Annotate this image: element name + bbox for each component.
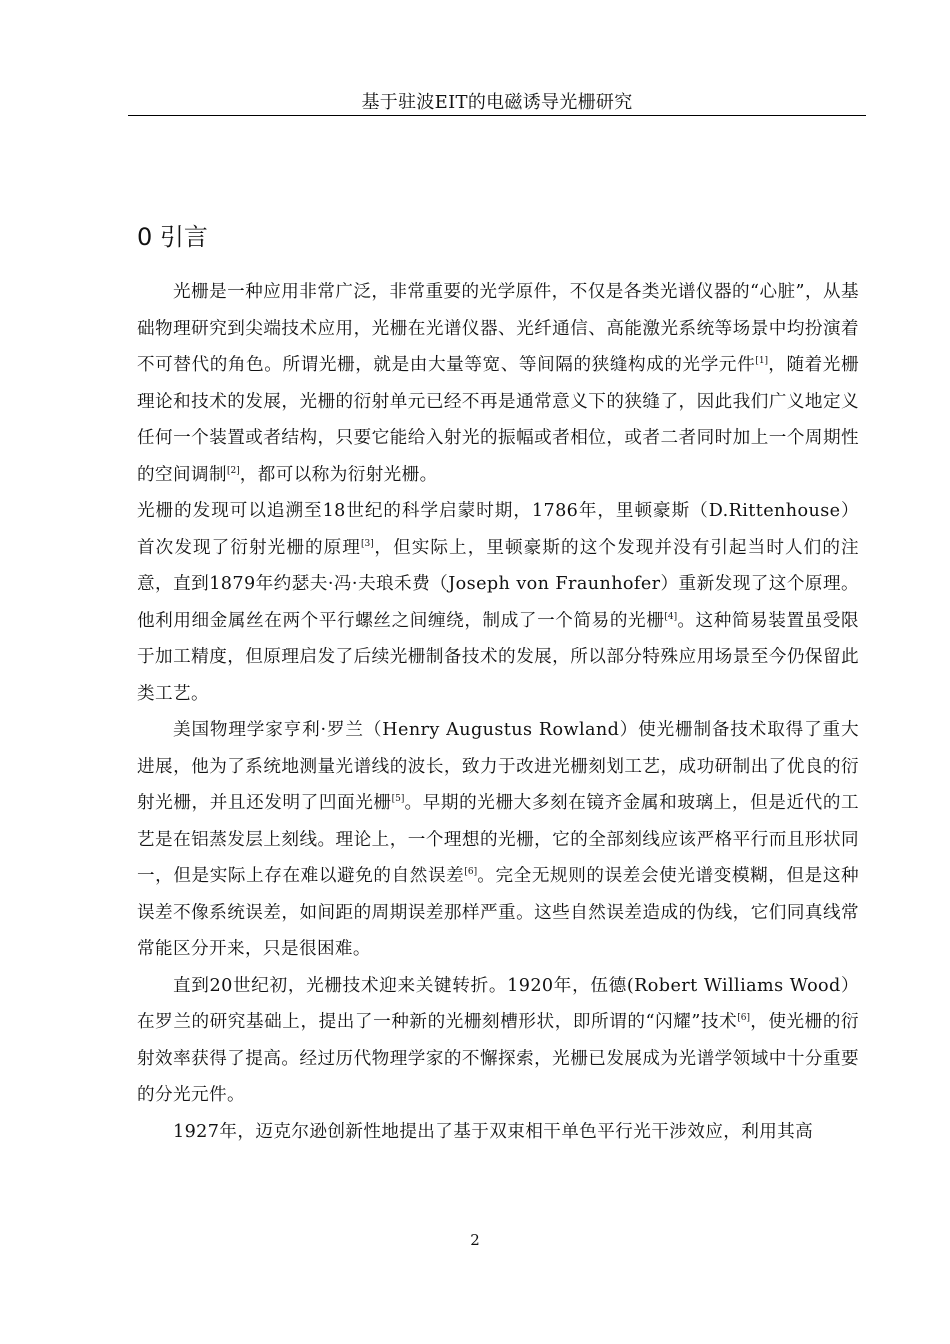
- body-text: [137, 274, 859, 1150]
- citation-ref[interactable]: [2]: [226, 465, 240, 476]
- text-run: 美国物理学家亨利·罗兰（Henry Augustus Rowland）使光栅制备技术取得了重大进展，他为了系统地测量光谱线的波长，致力于改进光栅刻划工艺，成功研制出了优良的衍射光栅，并且还发明了凹面光栅: [137, 720, 859, 813]
- text-run: ，都可以称为衍射光栅。: [239, 464, 438, 485]
- text-run: 光栅的发现可以追溯至18世纪的科学启蒙时期，1786年，里顿豪斯（D.Rittenhouse）首次发现了衍射光栅的原理: [137, 501, 859, 558]
- citation-ref[interactable]: [6]: [737, 1013, 751, 1023]
- citation-ref[interactable]: [6]: [464, 867, 478, 877]
- text-run: ，但实际上，里顿豪斯的这个发现并没有引起当时人们的注意，直到1879年约瑟夫·冯·夫琅禾费（Joseph von Fraunhofer）重新发现了这个原理。他利用细金属丝在两个平行螺丝之间缠绕，制成了一个简易的光栅: [137, 537, 860, 631]
- text-run: 。早期的光栅大多刻在镜齐金属和玻璃上，但是近代的工艺是在铝蒸发层上刻线。理论上，一个理想的光栅，它的全部刻线应该严格平行而且形状同一，但是实际上存在难以避免的自然误差: [137, 793, 859, 886]
- text-run: 。这种简易装置虽受限于加工精度，但原理启发了后续光栅制备技术的发展，所以部分特殊应用场景至今仍保留此类工艺。: [137, 610, 859, 704]
- paragraph-3: [137, 712, 859, 968]
- paragraph-1: [137, 274, 859, 493]
- citation-ref[interactable]: [3]: [360, 538, 374, 549]
- running-header-title: 基于驻波EIT的电磁诱导光栅研究: [361, 92, 633, 113]
- paragraph-4: [137, 968, 859, 1114]
- text-run: 光栅是一种应用非常广泛，非常重要的光学原件，不仅是各类光谱仪器的“心脏”，从基础物理研究到尖端技术应用，光栅在光谱仪器、光纤通信、高能激光系统等场景中均扮演着不可替代的角色。所谓光栅，就是由大量等宽、等间隔的狭缝构成的光学元件: [137, 282, 859, 375]
- text-run: ，随着光栅理论和技术的发展，光栅的衍射单元已经不再是通常意义下的狭缝了，因此我们广义地定义任何一个装置或者结构，只要它能给入射光的振幅或者相位，或者二者同时加上一个周期性的空间调制: [137, 355, 859, 485]
- section-heading: 0 引言: [137, 223, 208, 251]
- header-divider: [128, 115, 866, 116]
- citation-ref[interactable]: [4]: [664, 611, 678, 622]
- paragraph-2: [137, 493, 859, 712]
- text-run: ，使光栅的衍射效率获得了提高。经过历代物理学家的不懈探索，光栅已发展成为光谱学领域中十分重要的分光元件。: [137, 1012, 859, 1105]
- citation-ref[interactable]: [1]: [755, 356, 769, 366]
- page-number: 2: [470, 1231, 480, 1249]
- paragraph-5: [137, 1114, 859, 1151]
- text-run: 。完全无规则的误差会使光谱变模糊，但是这种误差不像系统误差，如间距的周期误差那样严重。这些自然误差造成的伪线，它们同真线常常能区分开来，只是很困难。: [137, 866, 859, 959]
- text-run: 直到20世纪初，光栅技术迎来关键转折。1920年，伍德(Robert Williams Wood）在罗兰的研究基础上，提出了一种新的光栅刻槽形状，即所谓的“闪耀”技术: [137, 975, 859, 1032]
- text-run: 1927年，迈克尔逊创新性地提出了基于双束相干单色平行光干涉效应，利用其高: [173, 1121, 814, 1142]
- citation-ref[interactable]: [5]: [391, 794, 405, 804]
